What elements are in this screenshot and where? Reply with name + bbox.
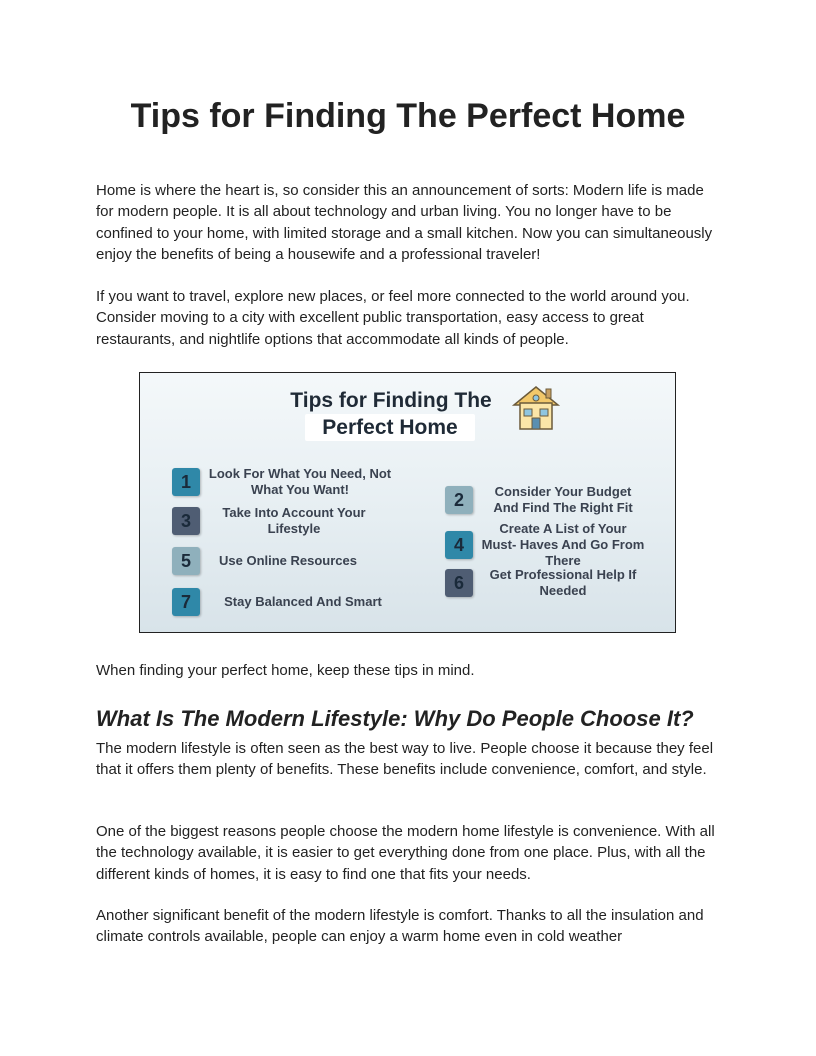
tip-7 bbox=[172, 588, 398, 616]
section-heading: What Is The Modern Lifestyle: Why Do People Choose It? bbox=[96, 706, 694, 731]
section-paragraph-1: The modern lifestyle is often seen as the best way to live. People choose it because they feel that it offers them plenty of benefits. These benefits include convenience, comfort, and style. bbox=[96, 740, 714, 779]
intro-paragraph-1: Home is where the heart is, so consider this an announcement of sorts: Modern life is made for modern people. It is all about technology and urban living. You no longer have to be confined to your home, with limited storage and a small kitchen. Now you can simultaneously enjoy the benefits of being a housewife and a professional traveler! bbox=[96, 182, 713, 263]
house-icon bbox=[510, 381, 562, 433]
tip-1 bbox=[172, 466, 392, 498]
tip-text: Use Online Resources bbox=[219, 553, 357, 568]
tip-number-badge: 5 bbox=[172, 547, 200, 575]
tip-number-badge: 2 bbox=[445, 486, 473, 514]
section-paragraph-3: Another significant benefit of the modern lifestyle is comfort. Thanks to all the insulation and climate controls available, people can enjoy a warm home even in cold weather bbox=[96, 907, 704, 946]
intro-paragraph-2: If you want to travel, explore new places, or feel more connected to the world around you. Consider moving to a city with excellent public transportation, easy access to great restaurants, and nightlife options that accommodate all kinds of people. bbox=[96, 288, 690, 348]
infographic-title-line-2: Perfect Home bbox=[305, 414, 475, 441]
tip-number-badge: 6 bbox=[445, 569, 473, 597]
tip-number-badge: 4 bbox=[445, 531, 473, 559]
tip-number-badge: 7 bbox=[172, 588, 200, 616]
tip-3 bbox=[172, 505, 380, 537]
tip-text: Look For What You Need, Not What You Want! bbox=[208, 466, 392, 497]
tip-number-badge: 1 bbox=[172, 468, 200, 496]
tips-infographic bbox=[139, 372, 676, 633]
tip-6 bbox=[445, 567, 645, 599]
tip-text: Get Professional Help If Needed bbox=[489, 567, 637, 598]
tip-5 bbox=[172, 547, 368, 575]
section-paragraph-2: One of the biggest reasons people choose the modern home lifestyle is convenience. With all the technology available, it is easier to get everything done from one place. Plus, with all the different kinds of homes, it is easy to find one that fits your needs. bbox=[96, 823, 715, 883]
tip-text: Create A List of Your Must- Haves And Go From There bbox=[481, 521, 645, 568]
tip-number-badge: 3 bbox=[172, 507, 200, 535]
page-title: Tips for Finding The Perfect Home bbox=[130, 97, 686, 135]
tip-2 bbox=[445, 484, 645, 516]
tip-text: Stay Balanced And Smart bbox=[224, 594, 382, 609]
tip-text: Consider Your Budget And Find The Right Fit bbox=[493, 484, 633, 515]
tip-text: Take Into Account Your Lifestyle bbox=[222, 505, 366, 536]
tips-caption: When finding your perfect home, keep these tips in mind. bbox=[96, 662, 475, 679]
infographic-title-line-1: Tips for Finding The bbox=[290, 389, 492, 412]
tip-4 bbox=[445, 521, 645, 569]
